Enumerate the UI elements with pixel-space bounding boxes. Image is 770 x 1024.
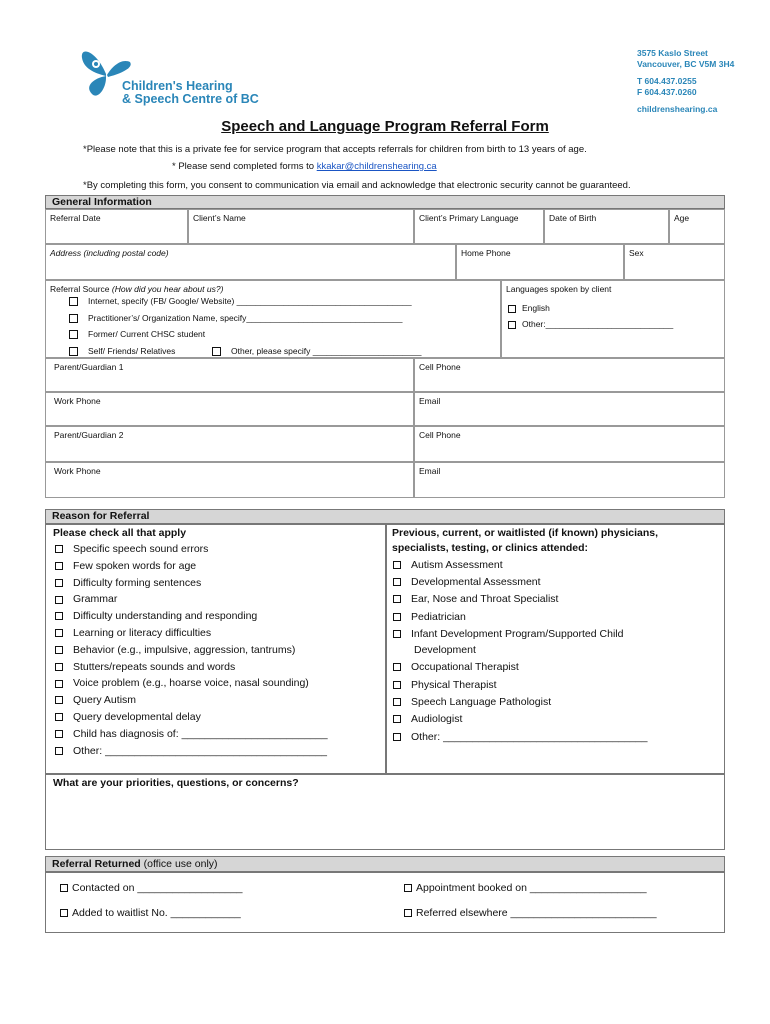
age-field[interactable]: Age bbox=[669, 209, 725, 244]
source-internet-option[interactable]: Internet, specify (FB/ Google/ Website) _____________________________________ bbox=[69, 296, 412, 306]
home-phone-field[interactable]: Home Phone bbox=[456, 244, 624, 280]
clinic-item[interactable]: Autism Assessment bbox=[393, 559, 503, 571]
clinic-item-continued: Development bbox=[414, 644, 476, 656]
clinic-item[interactable]: Occupational Therapist bbox=[393, 661, 519, 673]
waitlist-option[interactable]: Added to waitlist No. ____________ bbox=[60, 907, 241, 919]
email1-field[interactable]: Email bbox=[414, 392, 725, 426]
reason-item[interactable]: Query Autism bbox=[55, 694, 136, 706]
sex-field[interactable]: Sex bbox=[624, 244, 725, 280]
checkbox[interactable] bbox=[55, 696, 63, 704]
source-other-option[interactable]: Other, please specify _______________________ bbox=[212, 346, 421, 356]
primary-language-field[interactable]: Client’s Primary Language bbox=[414, 209, 544, 244]
referred-option[interactable]: Referred elsewhere _________________________ bbox=[404, 907, 657, 919]
form-title: Speech and Language Program Referral Form bbox=[221, 118, 549, 135]
returned-heading: Referral Returned (office use only) bbox=[45, 856, 725, 872]
reason-item[interactable]: Specific speech sound errors bbox=[55, 543, 208, 555]
checkbox[interactable] bbox=[393, 578, 401, 586]
fee-note: *Please note that this is a private fee for service program that accepts referrals for children from birth to 13 years of age. bbox=[83, 144, 587, 155]
appointment-option[interactable]: Appointment booked on ____________________ bbox=[404, 882, 647, 894]
checkbox[interactable] bbox=[55, 629, 63, 637]
reason-item[interactable]: Other: ______________________________________ bbox=[55, 745, 327, 757]
checkbox[interactable] bbox=[55, 663, 63, 671]
checkbox[interactable] bbox=[393, 715, 401, 723]
clinic-item[interactable]: Developmental Assessment bbox=[393, 576, 541, 588]
email2-field[interactable]: Email bbox=[414, 462, 725, 498]
reason-heading: Reason for Referral bbox=[45, 509, 725, 524]
checkbox[interactable] bbox=[69, 297, 78, 306]
clinic-item[interactable]: Physical Therapist bbox=[393, 679, 497, 691]
checkbox[interactable] bbox=[60, 884, 68, 892]
clinic-item[interactable]: Pediatrician bbox=[393, 611, 466, 623]
reason-item[interactable]: Behavior (e.g., impulsive, aggression, tantrums) bbox=[55, 644, 295, 656]
checkbox[interactable] bbox=[55, 545, 63, 553]
checkbox[interactable] bbox=[393, 663, 401, 671]
contact-address: 3575 Kaslo Street Vancouver, BC V5M 3H4 T 604.437.0255 F 604.437.0260 childrenshearing.ca bbox=[637, 48, 735, 114]
reason-item[interactable]: Child has diagnosis of: _________________________ bbox=[55, 728, 328, 740]
checkbox[interactable] bbox=[393, 681, 401, 689]
checkbox[interactable] bbox=[69, 314, 78, 323]
checkbox[interactable] bbox=[55, 646, 63, 654]
right-title-2: specialists, testing, or clinics attended: bbox=[392, 542, 589, 554]
checkbox[interactable] bbox=[404, 909, 412, 917]
checkbox[interactable] bbox=[69, 330, 78, 339]
checkbox[interactable] bbox=[393, 595, 401, 603]
dob-field[interactable]: Date of Birth bbox=[544, 209, 669, 244]
parent1-field[interactable]: Parent/Guardian 1 bbox=[45, 358, 414, 392]
checkbox[interactable] bbox=[55, 680, 63, 688]
work1-field[interactable]: Work Phone bbox=[45, 392, 414, 426]
work2-field[interactable]: Work Phone bbox=[45, 462, 414, 498]
lang-other-option[interactable]: Other:___________________________ bbox=[508, 319, 673, 329]
checkbox[interactable] bbox=[55, 730, 63, 738]
checkbox[interactable] bbox=[393, 613, 401, 621]
parent2-field[interactable]: Parent/Guardian 2 bbox=[45, 426, 414, 462]
cell1-field[interactable]: Cell Phone bbox=[414, 358, 725, 392]
checkbox[interactable] bbox=[55, 596, 63, 604]
send-note: * Please send completed forms to kkakar@childrenshearing.ca bbox=[172, 161, 437, 172]
checkbox[interactable] bbox=[60, 909, 68, 917]
checkbox[interactable] bbox=[55, 612, 63, 620]
reason-item[interactable]: Difficulty understanding and responding bbox=[55, 610, 257, 622]
checkbox[interactable] bbox=[404, 884, 412, 892]
clinic-item[interactable]: Infant Development Program/Supported Child bbox=[393, 628, 623, 640]
source-self-option[interactable]: Self/ Friends/ Relatives bbox=[69, 346, 175, 356]
reason-item[interactable]: Grammar bbox=[55, 593, 117, 605]
check-all-title: Please check all that apply bbox=[53, 527, 187, 539]
cell2-field[interactable]: Cell Phone bbox=[414, 426, 725, 462]
reason-item[interactable]: Voice problem (e.g., hoarse voice, nasal sounding) bbox=[55, 677, 309, 689]
source-practitioner-option[interactable]: Practitioner’s/ Organization Name, specify_________________________________ bbox=[69, 313, 402, 323]
checkbox[interactable] bbox=[55, 579, 63, 587]
clinic-item[interactable]: Other: ___________________________________ bbox=[393, 731, 647, 743]
checkbox[interactable] bbox=[508, 321, 516, 329]
consent-note: *By completing this form, you consent to communication via email and acknowledge that electronic security cannot be guaranteed. bbox=[83, 180, 631, 191]
checkbox[interactable] bbox=[393, 733, 401, 741]
checkbox[interactable] bbox=[69, 347, 78, 356]
referral-date-field[interactable]: Referral Date bbox=[45, 209, 188, 244]
priorities-label: What are your priorities, questions, or concerns? bbox=[53, 777, 299, 789]
checkbox[interactable] bbox=[508, 305, 516, 313]
checkbox[interactable] bbox=[393, 698, 401, 706]
checkbox[interactable] bbox=[393, 630, 401, 638]
checkbox[interactable] bbox=[393, 561, 401, 569]
checkbox[interactable] bbox=[212, 347, 221, 356]
reason-item[interactable]: Difficulty forming sentences bbox=[55, 577, 201, 589]
checkbox[interactable] bbox=[55, 713, 63, 721]
reason-item[interactable]: Query developmental delay bbox=[55, 711, 201, 723]
contacted-option[interactable]: Contacted on __________________ bbox=[60, 882, 243, 894]
languages-section: Languages spoken by client bbox=[501, 280, 725, 358]
client-name-field[interactable]: Client’s Name bbox=[188, 209, 414, 244]
right-title-1: Previous, current, or waitlisted (if known) physicians, bbox=[392, 527, 659, 539]
source-former-option[interactable]: Former/ Current CHSC student bbox=[69, 329, 205, 339]
clinic-item[interactable]: Speech Language Pathologist bbox=[393, 696, 551, 708]
clinic-item[interactable]: Ear, Nose and Throat Specialist bbox=[393, 593, 558, 605]
lang-english-option[interactable]: English bbox=[508, 303, 550, 313]
checkbox[interactable] bbox=[55, 747, 63, 755]
general-info-heading: General Information bbox=[45, 195, 725, 209]
checkbox[interactable] bbox=[55, 562, 63, 570]
reason-item[interactable]: Learning or literacy difficulties bbox=[55, 627, 211, 639]
reason-item[interactable]: Stutters/repeats sounds and words bbox=[55, 661, 235, 673]
address-field[interactable]: Address (including postal code) bbox=[45, 244, 456, 280]
email-link[interactable]: kkakar@childrenshearing.ca bbox=[316, 161, 437, 172]
referral-source-label: Referral Source (How did you hear about us?) bbox=[50, 284, 224, 294]
clinic-item[interactable]: Audiologist bbox=[393, 713, 462, 725]
org-name: Children's Hearing & Speech Centre of BC bbox=[122, 79, 259, 106]
reason-item[interactable]: Few spoken words for age bbox=[55, 560, 196, 572]
